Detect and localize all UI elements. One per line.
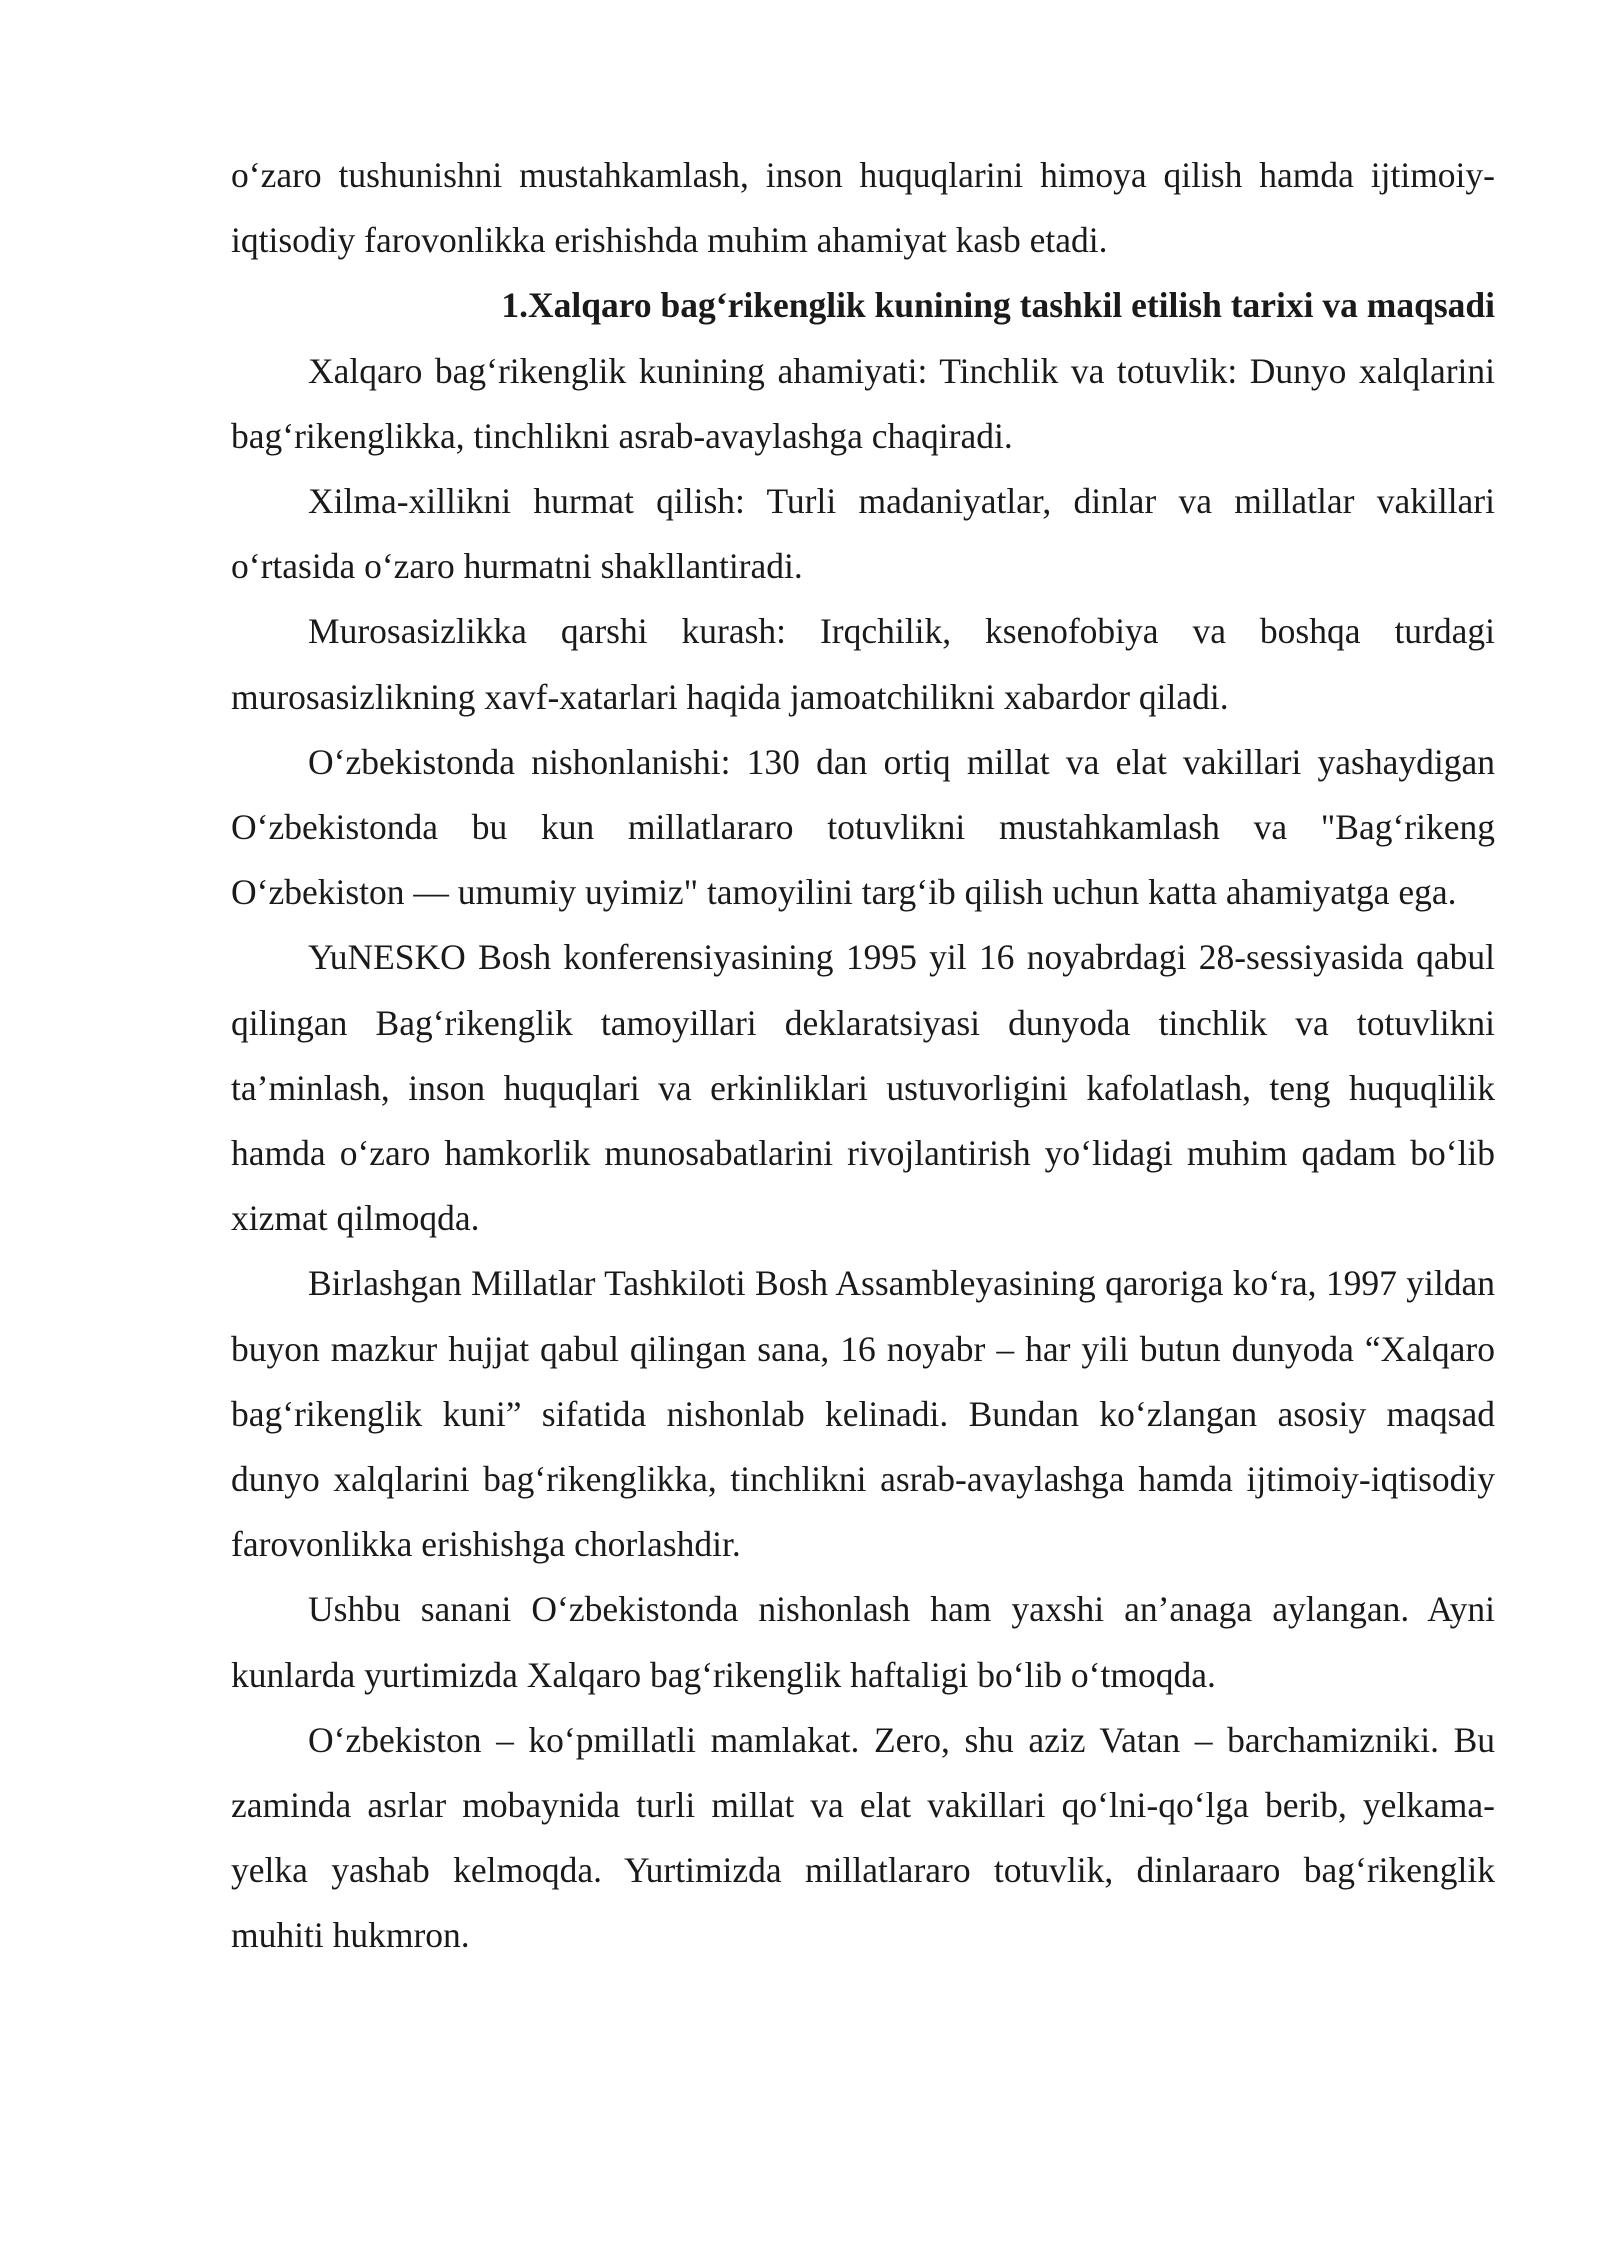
paragraph-continuation: o‘zaro tushunishni mustahkamlash, inson huquqlarini himoya qilish hamda ijtimoiy-iqtisodiy farovonlikka erishishda muhim ahamiyat kasb etadi. bbox=[231, 155, 1495, 261]
paragraph-unesco-declaration: YuNESKO Bosh konferensiyasining 1995 yil 16 noyabrdagi 28-sessiyasida qabul qilingan Bag‘rikenglik tamoyillari deklaratsiyasi dunyoda tinchlik va totuvlikni ta’minlash, inson huquqlari va erkinliklari ustuvorligini kafolatlash, teng huquqlilik hamda o‘zaro hamkorlik munosabatlarini rivojlantirish yo‘lidagi muhim qadam bo‘lib xizmat qilmoqda. bbox=[231, 937, 1495, 1239]
paragraph-un-assembly: Birlashgan Millatlar Tashkiloti Bosh Assambleyasining qaroriga ko‘ra, 1997 yildan buyon mazkur hujjat qabul qilingan sana, 16 noyabr – har yili butun dunyoda “Xalqaro bag‘rikenglik kuni” sifatida nishonlab kelinadi. Bundan ko‘zlangan asosiy maqsad dunyo xalqlarini bag‘rikenglikka, tinchlikni asrab-avaylashga hamda ijtimoiy-iqtisodiy farovonlikka erishishga chorlashdir. bbox=[231, 1263, 1495, 1565]
paragraph-uzbekistan-celebration: O‘zbekistonda nishonlanishi: 130 dan ortiq millat va elat vakillari yashaydigan O‘zbekistonda bu kun millatlararo totuvlikni mustahkamlash va "Bag‘rikeng O‘zbekiston — umumiy uyimiz" tamoyilini targ‘ib qilish uchun katta ahamiyatga ega. bbox=[231, 741, 1495, 913]
paragraph-multinational: O‘zbekiston – ko‘pmillatli mamlakat. Zero, shu aziz Vatan – barchamizniki. Bu zaminda asrlar mobaynida turli millat va elat vakillari qo‘lni-qo‘lga berib, yelkama-yelka yashab kelmoqda. Yurtimizda millatlararo totuvlik, dinlaraaro bag‘rikenglik muhiti hukmron. bbox=[231, 1719, 1495, 1956]
paragraph-tradition: Ushbu sanani O‘zbekistonda nishonlash ham yaxshi an’anaga aylangan. Ayni kunlarda yurtimizda Xalqaro bag‘rikenglik haftaligi bo‘lib o‘tmoqda. bbox=[231, 1589, 1495, 1695]
section-heading: 1.Xalqaro bag‘rikenglik kunining tashkil etilish tarixi va maqsadi bbox=[501, 285, 1495, 326]
paragraph-diversity: Xilma-xillikni hurmat qilish: Turli madaniyatlar, dinlar va millatlar vakillari o‘rtasida o‘zaro hurmatni shakllantiradi. bbox=[231, 481, 1495, 587]
paragraph-intolerance: Murosasizlikka qarshi kurash: Irqchilik, ksenofobiya va boshqa turdagi murosasizlikning xavf-xatarlari haqida jamoatchilikni xabardor qiladi. bbox=[231, 611, 1495, 717]
document-page bbox=[231, 143, 1495, 1969]
paragraph-importance: Xalqaro bag‘rikenglik kunining ahamiyati: Tinchlik va totuvlik: Dunyo xalqlarini bag‘rikenglikka, tinchlikni asrab-avaylashga chaqiradi. bbox=[231, 350, 1495, 456]
